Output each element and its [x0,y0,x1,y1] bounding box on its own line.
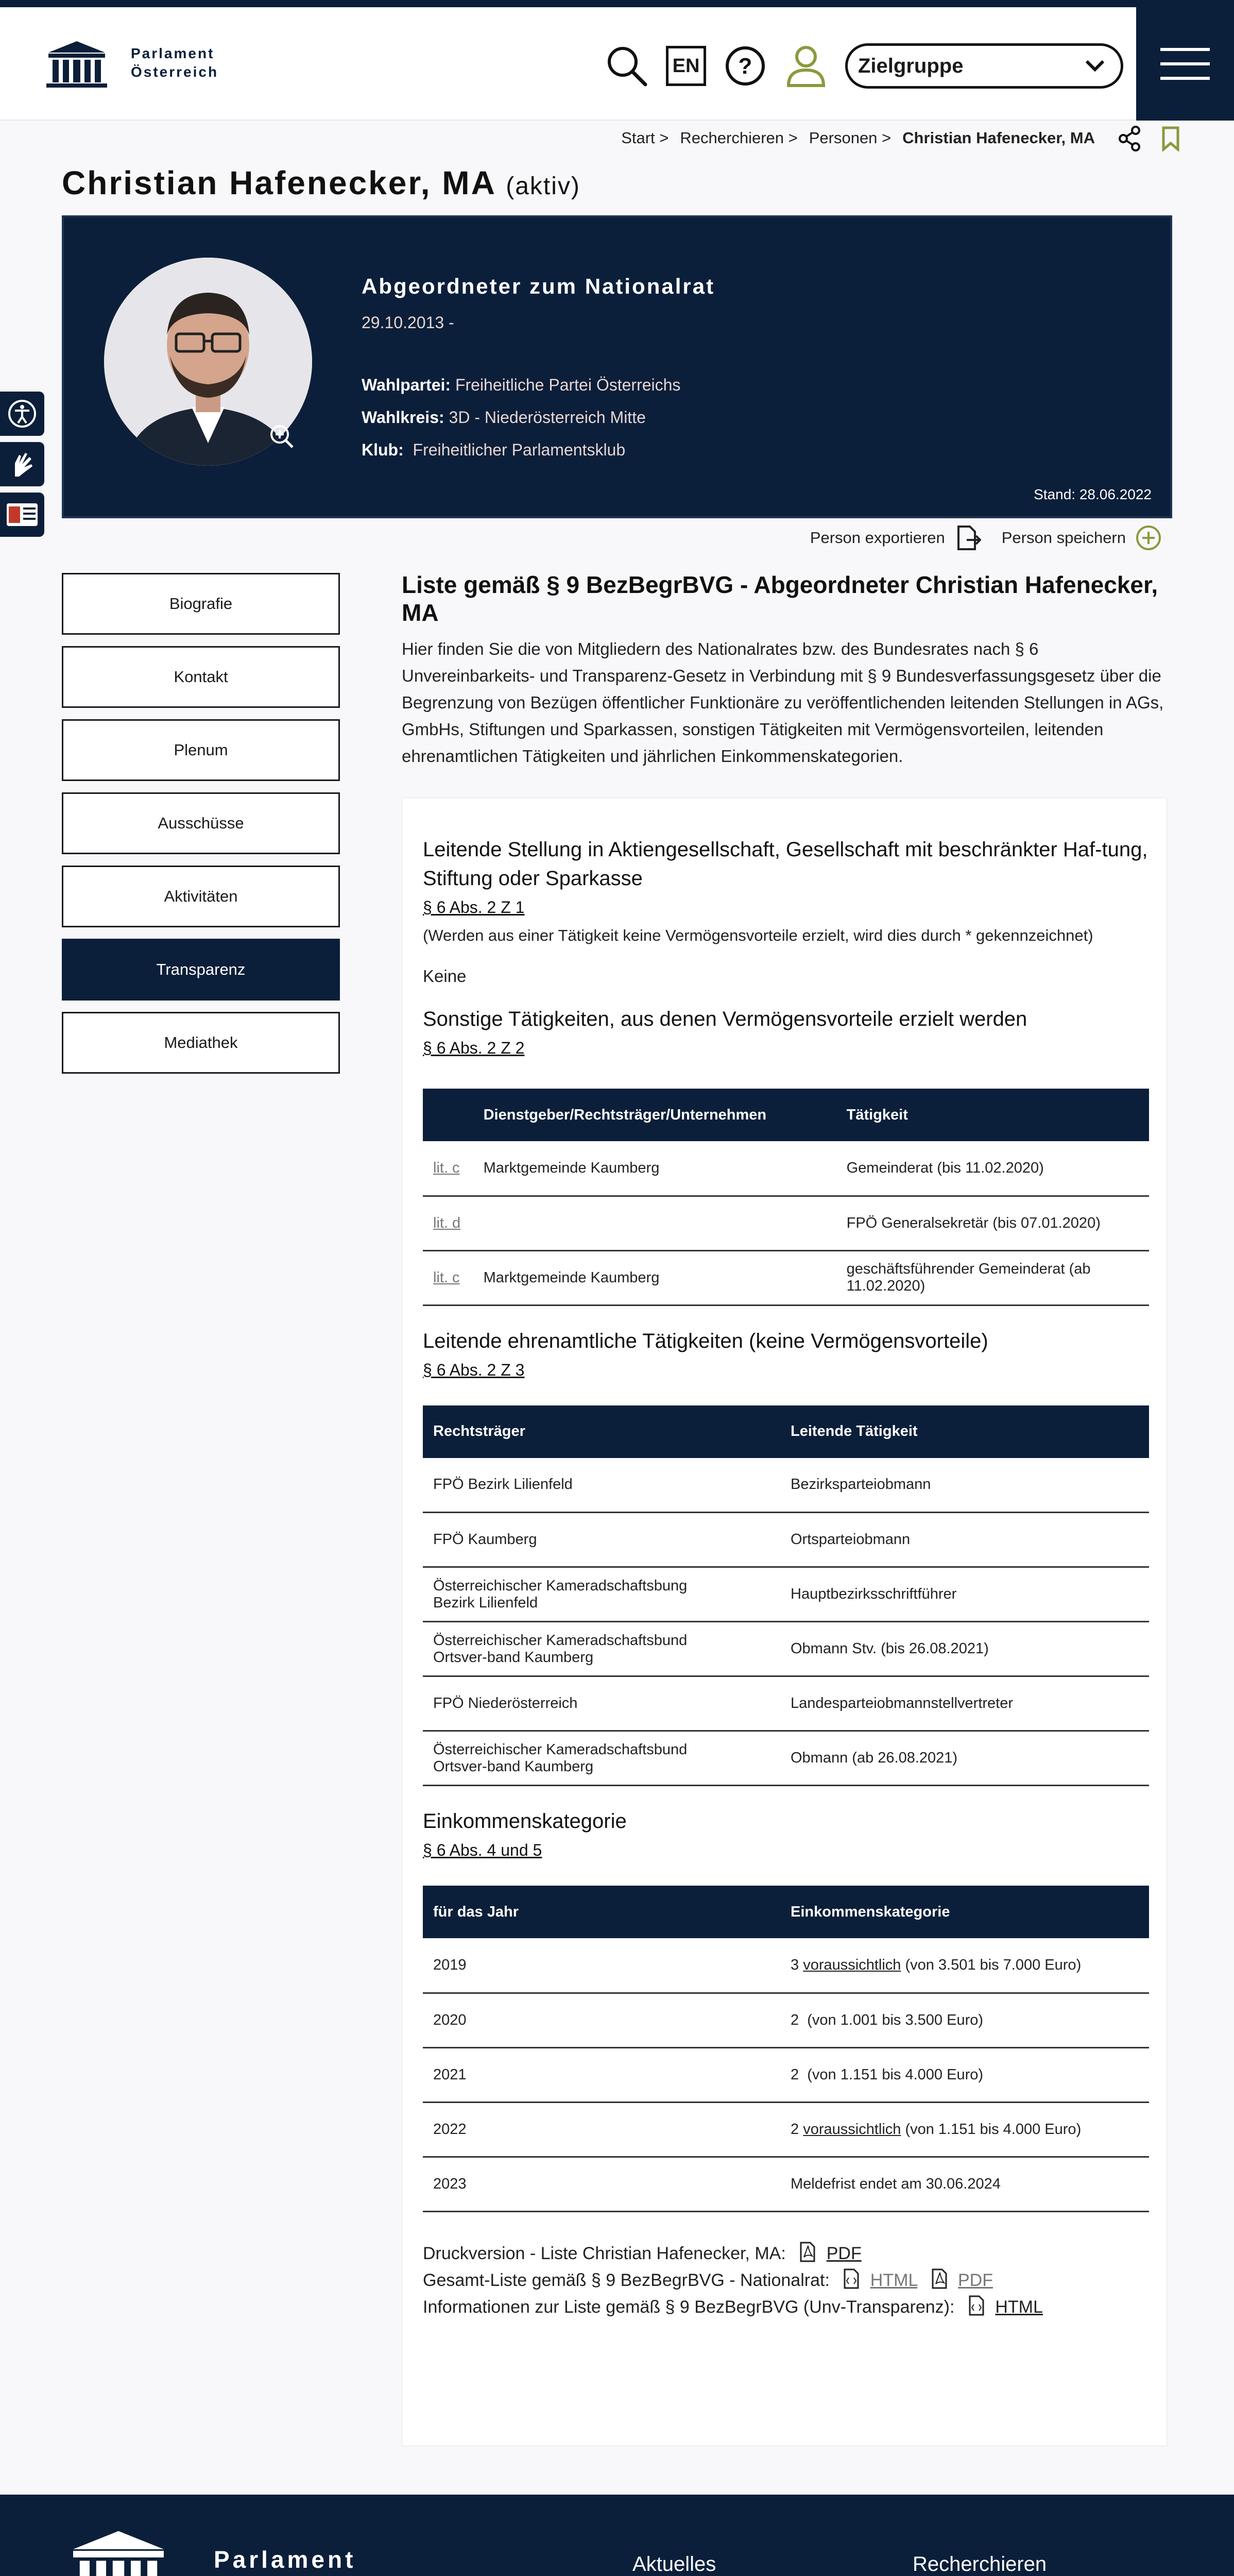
download-info-text: Informationen zur Liste gemäß § 9 BezBegrBVG (Unv-Transparenz): [423,2297,955,2317]
download-total-html-link[interactable]: HTML [870,2270,918,2290]
table-header-row [423,1886,1149,1938]
table-header: Tätigkeit [836,1089,1149,1141]
download-line-info [423,2294,1149,2320]
breadcrumb-personen[interactable]: Personen > [809,129,892,147]
hero-club-value: Freiheitlicher Parlamentsklub [413,440,626,459]
table-cell [473,1196,836,1250]
html-file-icon [843,2268,860,2289]
accessibility-icon [8,399,37,428]
svg-text:?: ? [738,54,752,79]
income-year: 2023 [423,2157,780,2211]
zoom-in-icon[interactable] [269,423,295,449]
person-name: Christian Hafenecker, MA [62,164,495,201]
site-footer [0,2495,1234,2576]
income-cat-value: 3 [791,1956,799,1973]
table-cell: FPÖ Bezirk Lilienfeld [423,1458,780,1513]
hero-party [362,376,715,395]
user-icon[interactable] [784,44,828,88]
table-cell: Obmann (ab 26.08.2021) [780,1731,1149,1786]
header-tools [605,43,1123,89]
section-einkommen-title: Einkommenskategorie [423,1810,627,1833]
income-cat-value: 2 [791,2066,799,2083]
download-print-pdf-link[interactable]: PDF [826,2243,862,2263]
download-line-total [423,2267,1149,2294]
site-header [0,7,1234,121]
person-status: (aktiv) [506,173,580,200]
income-range: (von 1.151 bis 4.000 Euro) [905,2121,1082,2138]
menu-button[interactable] [1136,7,1234,121]
income-range: (von 3.501 bis 7.000 Euro) [905,1956,1082,1973]
table-cell: Gemeinderat (bis 11.02.2020) [836,1141,1149,1196]
income-year: 2021 [423,2047,780,2102]
hero-club [362,440,715,460]
footer-link-recherchieren[interactable]: Recherchieren [913,2553,1047,2575]
logo-text-line1: Parlament [131,45,215,61]
breadcrumb-current: Christian Hafenecker, MA [902,129,1095,147]
income-year: 2019 [423,1938,780,1993]
page-title [62,164,580,202]
table-row [423,2047,1149,2102]
income-tag-link[interactable]: voraussichtlich [803,1956,901,1973]
hamburger-line [1160,77,1210,80]
lit-link[interactable]: lit. c [423,1250,473,1305]
sign-language-button[interactable] [0,442,44,486]
table-header-row [423,1405,1149,1458]
export-icon[interactable] [954,524,981,551]
hero-role: Abgeordneter zum Nationalrat [362,274,715,298]
transparency-heading: Liste gemäß § 9 BezBegrBVG - Abgeordneter Christian Hafenecker, MA [402,571,1158,626]
table-cell: Österreichischer Kameradschaftsbung Bezirk Lilienfeld [423,1567,780,1622]
nav-mediathek[interactable]: Mediathek [62,1012,340,1074]
profile-side-nav [62,573,340,1074]
section-leitende-stellung-note: (Werden aus einer Tätigkeit keine Vermögensvorteile erzielt, wird dies durch * gekennzeichnet) [423,926,1093,944]
easy-language-icon [6,500,39,529]
logo-text [131,44,218,81]
table-header: Einkommenskategorie [780,1886,1149,1938]
section-einkommen-link[interactable]: § 6 Abs. 4 und 5 [423,1841,542,1859]
download-print-text: Druckversion - Liste Christian Hafenecker, MA: [423,2243,786,2263]
breadcrumb-start[interactable]: Start > [621,129,669,147]
income-category [780,2102,1149,2157]
sign-language-icon [9,450,36,479]
html-file-icon [968,2295,985,2316]
table-header [423,1089,473,1141]
table-cell: FPÖ Kaumberg [423,1513,780,1567]
person-hero [62,215,1172,518]
table-row [423,1141,1149,1196]
table-cell: Hauptbezirksschriftführer [780,1567,1149,1622]
hamburger-line [1160,48,1210,51]
easy-language-button[interactable] [0,493,44,537]
audience-select-value: Zielgruppe [858,54,964,77]
footer-link-aktuelles[interactable]: Aktuelles [632,2553,716,2575]
download-total-pdf-link[interactable]: PDF [958,2270,993,2290]
accessibility-button[interactable] [0,392,44,436]
hamburger-line [1160,62,1210,65]
income-cat-value: 2 [791,2121,799,2138]
add-circle-icon[interactable] [1135,524,1162,551]
parliament-building-icon [43,37,110,89]
hero-district-value: 3D - Niederösterreich Mitte [449,408,646,427]
section-leitende-stellung-link[interactable]: § 6 Abs. 2 Z 1 [423,898,525,917]
table-cell: Landesparteiobmannstellvertreter [780,1676,1149,1731]
footer-nav-col2 [913,2544,1102,2576]
nav-ausschuesse[interactable]: Ausschüsse [62,792,340,854]
hero-district [362,408,715,427]
table-row [423,1567,1149,1622]
footer-title [214,2544,363,2576]
table-header: Rechtsträger [423,1405,780,1458]
table-header: Leitende Tätigkeit [780,1405,1149,1458]
income-cat-value: 2 [791,2011,799,2028]
footer-nav-col1 [632,2544,725,2576]
table-header: für das Jahr [423,1886,780,1938]
income-year: 2022 [423,2102,780,2157]
export-person-button[interactable]: Person exportieren [810,529,945,547]
hero-club-label: Klub: [362,440,404,459]
breadcrumb-recherchieren[interactable]: Recherchieren > [680,129,798,147]
hero-info [362,274,715,460]
download-line-print [423,2240,1149,2267]
download-info-html-link[interactable]: HTML [995,2297,1043,2317]
income-category: Meldefrist endet am 30.06.2024 [780,2157,1149,2211]
table-cell: Österreichischer Kameradschaftsbund Ortsver-band Kaumberg [423,1622,780,1676]
table-row [423,1250,1149,1305]
section-ehrenamt-link[interactable]: § 6 Abs. 2 Z 3 [423,1360,525,1379]
parliament-logo[interactable] [43,37,218,89]
section-sonstige-title: Sonstige Tätigkeiten, aus denen Vermögensvorteile erzielt werden [423,1008,1027,1030]
section-leitende-stellung-value: Keine [423,967,467,986]
hero-district-label: Wahlkreis: [362,408,444,427]
table-row [423,1513,1149,1567]
sonstige-table [423,1089,1149,1306]
save-person-button[interactable]: Person speichern [1001,529,1126,547]
bookmark-icon[interactable] [1161,126,1180,151]
hero-party-value: Freiheitliche Partei Österreichs [455,376,681,394]
einkommen-table [423,1886,1149,2212]
table-row [423,1938,1149,1993]
help-icon[interactable] [724,44,767,88]
transparency-intro: Hier finden Sie die von Mitgliedern des Nationalrates bzw. des Bundesrates nach § 6 Unvereinbarkeits- und Transparenz-Gesetz in Verbindung mit § 9 Bundesverfassungsgesetz über die Begrenzung von Bezügen öffentlicher Funktionäre zu veröffentlichenden leitenden Stellungen in AGs, GmbHs, Stiftungen und Sparkassen, sonstigen Tätigkeiten mit Vermögensvorteilen, leitenden ehrenamtlichen Tätigkeiten und jährlichen Einkommenskategorien. [402,639,1164,766]
table-row [423,1676,1149,1731]
table-cell: FPÖ Niederösterreich [423,1676,780,1731]
breadcrumb-actions [1118,126,1180,151]
audience-select[interactable] [845,43,1123,89]
main-content [402,571,1172,770]
top-accent-line [0,0,1234,7]
transparency-card [402,798,1167,2446]
pdf-icon [799,2242,816,2262]
table-row [423,1196,1149,1250]
footer-title-line1: Parlament [214,2546,356,2573]
section-leitende-stellung-title: Leitende Stellung in Aktiengesellschaft, Gesellschaft mit beschränkter Haf-tung, Stiftung oder Sparkasse [423,838,1148,890]
table-header: Dienstgeber/Rechtsträger/Unternehmen [473,1089,836,1141]
lit-link[interactable]: lit. d [423,1196,473,1250]
table-cell: geschäftsführender Gemeinderat (ab 11.02.2020) [836,1250,1149,1305]
ehrenamt-table [423,1405,1149,1787]
person-actions [810,524,1162,551]
pdf-icon [931,2268,948,2289]
table-cell: Ortsparteiobmann [780,1513,1149,1567]
nav-aktivitaeten[interactable]: Aktivitäten [62,866,340,927]
table-cell: FPÖ Generalsekretär (bis 07.01.2020) [836,1196,1149,1250]
income-category [780,1993,1149,2047]
nav-plenum[interactable]: Plenum [62,719,340,781]
section-sonstige-link[interactable]: § 6 Abs. 2 Z 2 [423,1039,525,1057]
hero-since: 29.10.2013 - [362,313,454,332]
income-range: (von 1.151 bis 4.000 Euro) [807,2066,984,2083]
table-cell: Marktgemeinde Kaumberg [473,1250,836,1305]
table-row [423,1622,1149,1676]
table-row [423,1731,1149,1786]
language-switch-button[interactable]: EN [666,46,706,86]
parliament-building-icon[interactable] [62,2524,175,2576]
table-cell: Marktgemeinde Kaumberg [473,1141,836,1196]
breadcrumb [621,129,1095,147]
nav-transparenz[interactable]: Transparenz [62,939,340,1001]
income-tag-link[interactable]: voraussichtlich [803,2121,901,2138]
table-cell: Bezirksparteiobmann [780,1458,1149,1513]
table-header-row [423,1089,1149,1141]
table-row [423,1458,1149,1513]
table-cell: Obmann Stv. (bis 26.08.2021) [780,1622,1149,1676]
logo-text-line2: Österreich [131,64,219,80]
table-cell: Österreichischer Kameradschaftsbund Ortsver-band Kaumberg [423,1731,780,1786]
lit-link[interactable]: lit. c [423,1141,473,1196]
section-ehrenamt-title: Leitende ehrenamtliche Tätigkeiten (keine Vermögensvorteile) [423,1329,988,1352]
nav-biografie[interactable]: Biografie [62,573,340,635]
table-row [423,1993,1149,2047]
income-year: 2020 [423,1993,780,2047]
chevron-down-icon [1085,59,1105,73]
table-row [423,2102,1149,2157]
hero-party-label: Wahlpartei: [362,376,451,394]
download-total-text: Gesamt-Liste gemäß § 9 BezBegrBVG - Nationalrat: [423,2270,830,2290]
income-category [780,2047,1149,2102]
table-row [423,2157,1149,2211]
income-range: (von 1.001 bis 3.500 Euro) [807,2011,984,2028]
search-icon[interactable] [605,44,648,88]
nav-kontakt[interactable]: Kontakt [62,646,340,708]
hero-stand-date: Stand: 28.06.2022 [1034,486,1152,502]
downloads [423,2240,1149,2320]
share-icon[interactable] [1118,126,1141,151]
income-category [780,1938,1149,1993]
